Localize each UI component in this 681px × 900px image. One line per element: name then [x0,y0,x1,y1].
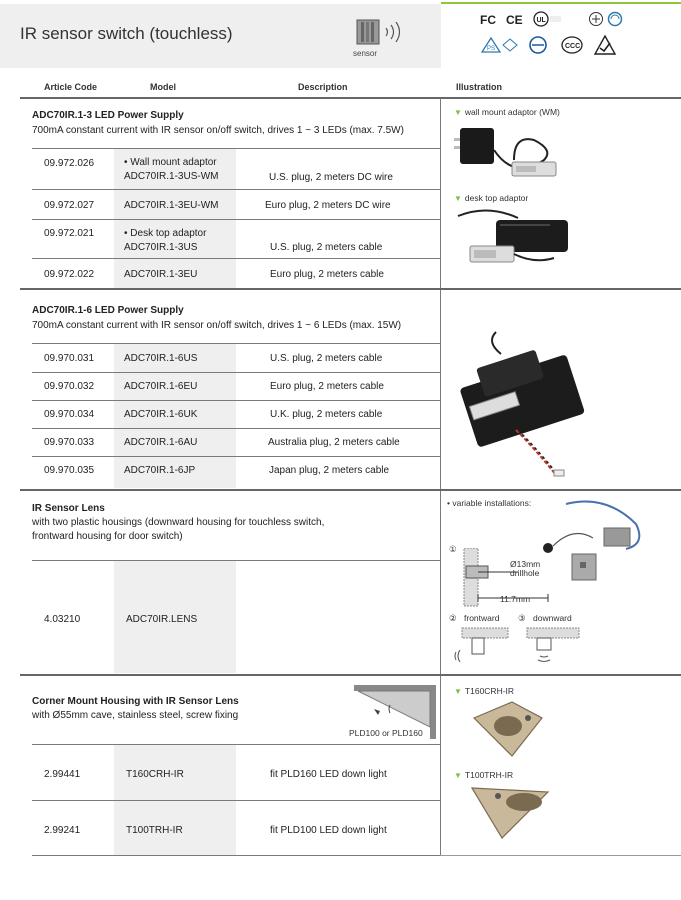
dim-drillhole: drillhole [510,568,540,578]
table-row-model: ADC70IR.LENS [126,614,198,625]
diamond-mark-icon [502,38,518,52]
install-step-1-number: ① [449,544,457,554]
s1-subtitle: 700mA constant current with IR sensor on/off switch, drives 1 ~ 3 LEDs (max. 7.5W) [32,125,404,136]
s1-row-line [32,189,440,190]
illustration-divider [440,98,441,855]
caption-t100trh: ▼ T100TRH-IR [454,770,514,780]
t100trh-housing-image [468,782,552,842]
s1-row-line [32,258,440,259]
table-row-code: 09.972.026 [44,158,95,169]
sensor-lens-image [536,498,646,588]
svg-text:PS: PS [487,46,496,52]
s2-row-line [32,372,440,373]
dim-length: 11.7mm [500,594,531,604]
safety-mark-icon [588,11,604,27]
s4-row-line [32,800,440,801]
s2-subtitle: 700mA constant current with IR sensor on/off switch, drives 1 ~ 6 LEDs (max. 15W) [32,320,402,331]
s3-title: IR Sensor Lens [32,503,105,514]
s2-row-line [32,400,440,401]
caption-t160crh: ▼ T160CRH-IR [454,686,515,696]
psa-triangle-icon [481,37,501,53]
sensor-label: sensor [353,49,378,58]
table-row-code: 09.970.034 [44,409,95,420]
table-row-description: Japan plug, 2 meters cable [269,465,390,476]
table-row-code: 09.970.035 [44,465,95,476]
table-row-description: Euro plug, 2 meters cable [270,269,384,280]
table-row-model: ADC70IR.1-3EU [124,269,198,280]
ccc-mark-icon [560,35,584,55]
table-row-description: fit PLD160 LED down light [270,769,387,780]
table-row-model: ADC70IR.1-6EU [124,381,198,392]
s4-row-line [32,744,440,745]
install-frontward: frontward [464,613,500,623]
page-title: IR sensor switch (touchless) [20,24,233,43]
bottom-line-right [440,855,681,856]
rcm-mark-icon [594,35,616,55]
install-step-2-number: ② [449,613,457,623]
frontward-diagram [452,626,512,664]
table-row-model: T100TRH-IR [126,825,183,836]
power-supply-1-6-image [456,330,586,480]
s2-row-line [32,343,440,344]
table-row-model: ADC70IR.1-3US-WM [124,171,219,182]
desk-top-adaptor-image [456,206,576,281]
ul-listed-icon [532,10,562,28]
table-row-model-group: • Wall mount adaptor [124,157,217,168]
table-row-code: 2.99441 [44,769,81,780]
t160crh-housing-image [468,698,548,760]
svg-text:CCC: CCC [565,43,581,50]
s3-subtitle-line2: frontward housing for door switch) [32,531,183,542]
table-row-description: U.S. plug, 2 meters DC wire [269,172,393,183]
fcc-mark: FC [480,13,496,27]
header-divider [20,97,681,99]
s1-title: ADC70IR.1-3 LED Power Supply [32,110,184,121]
s2-row-line [32,456,440,457]
install-downward: downward [533,613,572,623]
table-row-code: 09.970.031 [44,353,95,364]
pld-label: PLD100 or PLD160 [349,728,423,738]
s2-title: ADC70IR.1-6 LED Power Supply [32,305,184,316]
table-row-code: 09.972.027 [44,200,95,211]
caption-variable-installations: • variable installations: [447,498,532,508]
s4-subtitle: with Ø55mm cave, stainless steel, screw fixing [32,710,239,721]
recycle-icon [606,11,624,27]
table-row-model: ADC70IR.1-3EU-WM [124,200,219,211]
table-row-model: ADC70IR.1-3US [124,242,198,253]
table-row-code: 4.03210 [44,614,81,625]
table-row-description: U.S. plug, 2 meters cable [270,353,383,364]
dim-diameter: Ø13mm [510,559,541,569]
table-row-model: ADC70IR.1-6US [124,353,198,364]
section-divider [20,674,681,676]
cb-mark-icon [528,35,548,55]
table-row-description: U.K. plug, 2 meters cable [270,409,383,420]
section-divider [20,288,681,290]
col-article-code: Article Code [44,82,98,92]
table-row-description: Euro plug, 2 meters cable [270,381,384,392]
table-row-code: 2.99241 [44,825,81,836]
section-divider [20,489,681,491]
col-illustration: Illustration [456,82,503,92]
table-row-code: 09.972.022 [44,269,95,280]
s2-row-line [32,428,440,429]
caption-wall-mount: ▼ wall mount adaptor (WM) [454,107,560,117]
s1-row-line [32,219,440,220]
svg-text:UL: UL [536,17,546,24]
table-row-description: U.S. plug, 2 meters cable [270,242,383,253]
table-row-model: ADC70IR.1-6UK [124,409,198,420]
table-row-model: ADC70IR.1-6AU [124,437,198,448]
table-row-description: fit PLD100 LED down light [270,825,387,836]
table-row-code: 09.970.032 [44,381,95,392]
table-row-description: Australia plug, 2 meters cable [268,437,400,448]
wall-mount-adaptor-image [452,120,562,188]
col-description: Description [298,82,348,92]
table-row-code: 09.972.021 [44,228,95,239]
s1-row-line [32,148,440,149]
bottom-line [32,855,440,856]
downward-diagram [523,626,583,664]
col-model: Model [150,82,176,92]
table-row-model: T160CRH-IR [126,769,184,780]
ce-mark: CE [506,13,523,27]
s3-subtitle-line1: with two plastic housings (downward housing for touchless switch, [32,517,325,528]
table-row-model-group: • Desk top adaptor [124,228,207,239]
caption-desk-top: ▼ desk top adaptor [454,193,529,203]
sensor-icon [355,18,405,48]
table-row-description: Euro plug, 2 meters DC wire [265,200,391,211]
s3-row-line [32,560,440,561]
table-row-code: 09.970.033 [44,437,95,448]
s4-title: Corner Mount Housing with IR Sensor Lens [32,696,239,707]
table-row-model: ADC70IR.1-6JP [124,465,196,476]
install-step-3-number: ③ [518,613,526,623]
header-accent-line [441,2,681,4]
